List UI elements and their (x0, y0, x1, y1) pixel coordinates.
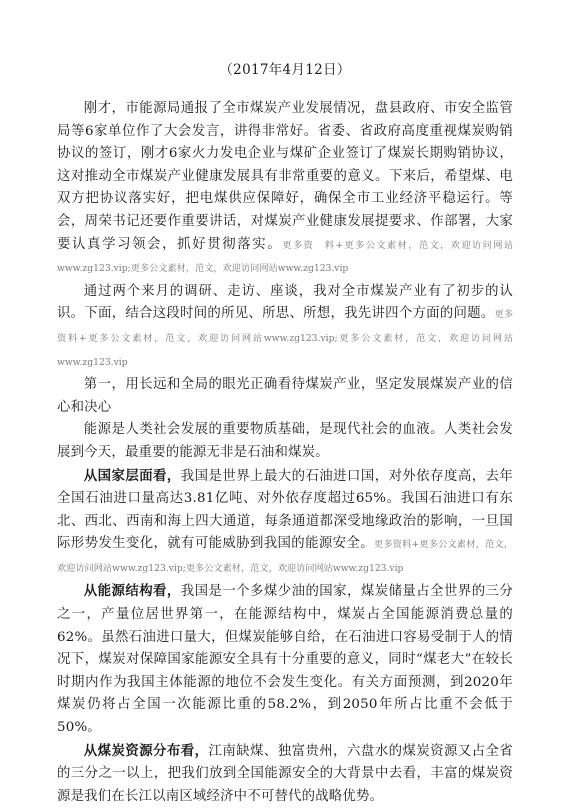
paragraph-lead: 从国家层面看， (83, 467, 181, 484)
paragraph-distribution (57, 740, 513, 808)
paragraph-structure (57, 580, 513, 739)
paragraph-opening (57, 98, 513, 281)
paragraph-text: 江南缺煤、独富贵州，六盘水的煤炭资源又占全省的三分之一以上，把我们放到全国能源安全的大背景中去看，丰富的煤炭资源是我们在长江以南区域经济中不可替代的战略优势。 (57, 743, 513, 804)
watermark-text: 更多资 料+更多公文素材，范文，欢迎访问网站www.zg123.vip;更多公文素材，范文，欢迎访问网站www.zg123.vip (57, 239, 514, 275)
watermark-text: 更多资料+更多公文素材，范文，欢迎访问网站www.zg123.vip;更多公文素材，范文，欢迎访问网站www.zg123.vip (57, 539, 513, 574)
paragraph-lead: 从煤炭资源分布看， (83, 742, 209, 759)
section-heading-text: 第一，用长远和全局的眼光正确看待煤炭产业，坚定发展煤炭产业的信心和决心 (57, 377, 513, 415)
paragraph-intro (57, 281, 513, 374)
paragraph-national (57, 465, 513, 581)
paragraph-text: 能源是人类社会发展的重要物质基础，是现代社会的血液。人类社会发展到今天，最重要的能源无非是石油和煤炭。 (57, 422, 513, 460)
paragraph-text: 我国是世界上最大的石油进口国，对外依存度高，去年全国石油进口量高达3.81亿吨、对外依存度超过65%。我国石油进口有东北、西北、西南和海上四大通道，每条通道都深受地缘政治的影响，一旦国际形势发生变化，就有可能威胁到我国的能源安全。 (57, 468, 513, 552)
paragraph-energy (57, 419, 513, 464)
paragraph-lead: 从能源结构看， (83, 583, 181, 600)
paragraph-text: 刚才，市能源局通报了全市煤炭产业发展情况，盘县政府、市安全监管局等6家单位作了大会发言，讲得非常好。省委、省政府高度重视煤炭购销协议的签订，刚才6家火力发电企业与煤矿企业签订了煤炭长期购销协议，这对推动全市煤炭产业健康发展具有非常重要的意义。下来后，希望煤、电双方把协议落实好，把电煤供应保障好，确保全市工业经济平稳运行。等会，周荣书记还要作重要讲话，对煤炭产业健康发展提要求、作部署，大家要认真学习领会，抓好贯彻落实。 (57, 101, 513, 252)
speech-date: （2017年4月12日） (219, 62, 351, 78)
section-heading (57, 374, 513, 419)
paragraph-text: 通过两个来月的调研、走访、座谈，我对全市煤炭产业有了初步的认识。下面，结合这段时间的所见、所思、所想，我先讲四个方面的问题。 (57, 283, 513, 322)
paragraph-text: 我国是一个多煤少油的国家，煤炭储量占全世界的三分之一，产量位居世界第一，在能源结构中，煤炭占全国能源消费总量的62%。虽然石油进口量大，但煤炭能够自给，在石油进口容易受制于人的情况下，煤炭对保障国家能源安全具有十分重要的意义，同时“煤老大”在较长时期内作为我国主体能源的地位不会发生变化。有关方面预测，到2020年煤炭仍将占全国一次能源比重的58.2%，到2050年所占比重不会低于50%。 (57, 584, 513, 736)
watermark-text: 更多资料+更多公文素材，范文，欢迎访问网站www.zg123.vip;更多公文素材，范文，欢迎访问网站www.zg123.vip (57, 309, 514, 368)
